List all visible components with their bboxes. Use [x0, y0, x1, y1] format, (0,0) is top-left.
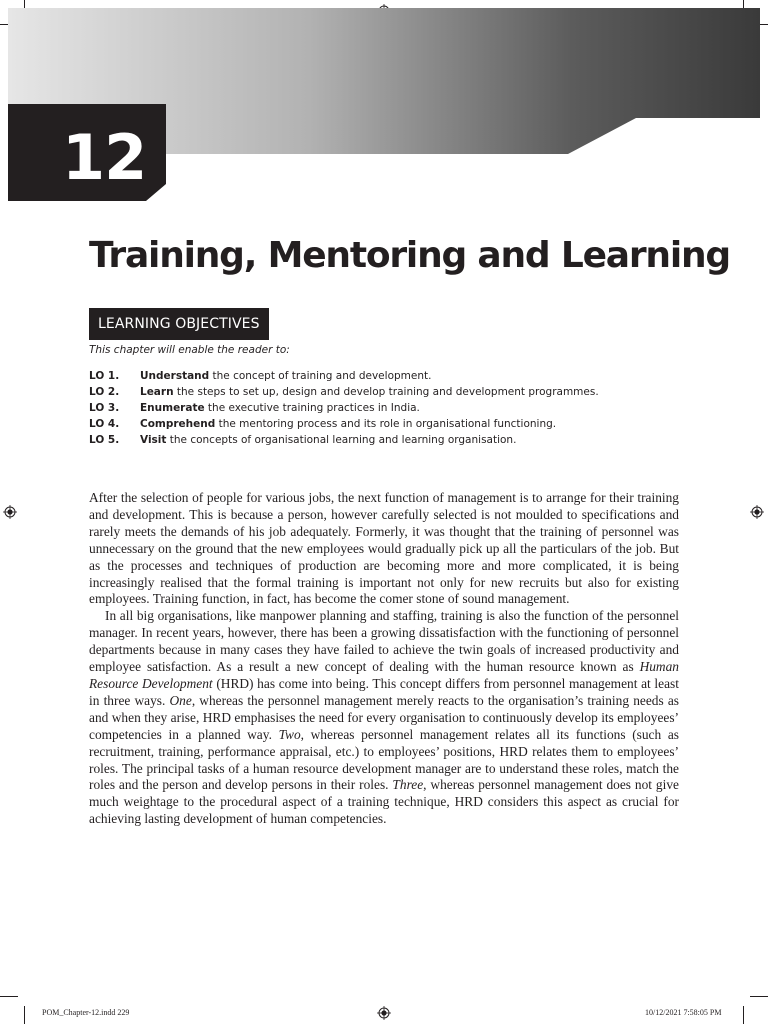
list-item: [89, 368, 599, 384]
crop-mark-icon: [743, 1006, 744, 1024]
lo-text: the executive training practices in India.: [204, 402, 420, 414]
learning-objectives-list: [89, 368, 599, 448]
text-run: (HRD) has come into being. This concept differs from personnel management at least in three ways.: [89, 675, 679, 708]
lo-verb: Understand: [140, 370, 210, 382]
emphasis: Human Resource Development: [89, 659, 679, 691]
emphasis: Two: [278, 726, 301, 742]
lo-verb: Comprehend: [140, 418, 216, 430]
learning-objectives-intro: This chapter will enable the reader to:: [89, 344, 290, 356]
lo-verb: Learn: [140, 386, 174, 398]
lo-number: LO 4.: [89, 418, 120, 430]
list-item: [89, 384, 599, 400]
lo-number: LO 2.: [89, 386, 120, 398]
learning-objectives-heading: LEARNING OBJECTIVES: [89, 308, 269, 340]
list-item: [89, 416, 599, 432]
emphasis: One: [169, 692, 192, 708]
body-text: [89, 490, 679, 828]
lo-verb: Enumerate: [140, 402, 205, 414]
lo-number: LO 5.: [89, 434, 120, 446]
lo-text: the mentoring process and its role in organisational functioning.: [215, 418, 557, 430]
registration-mark-icon: [377, 1006, 391, 1020]
chapter-title: Training, Mentoring and Learning: [89, 235, 730, 276]
registration-mark-icon: [750, 505, 764, 519]
crop-mark-icon: [24, 1006, 25, 1024]
paragraph-1: After the selection of people for various jobs, the next function of management is to arrange for their training and development. This is because a person, however carefully selected is not moulded to specifications and rarely meets the demands of his job adequately. Formerly, it was thought that the training of personnel was unnecessary on the ground that the new employees would gradually pick up all the particulars of the job. But as the processes and techniques of production are becoming more and more complicated, it is being increasingly realised that the formal training is important not only for new recruits but also for existing employees. Training function, in fact, has become the comer stone of sound management.: [89, 490, 679, 607]
registration-mark-icon: [3, 505, 17, 519]
chapter-number: 12: [62, 121, 147, 194]
text-run: , whereas the personnel management merely reacts to the organisation’s training needs as and when they arise, HRD emphasises the need for every organisation to continuously develop its employees’ competencies in a planned way.: [89, 692, 679, 742]
text-run: , whereas personnel management does not give much weightage to the procedural aspect of a training technique, HRD considers this aspect as crucial for achieving lasting development of human competencies.: [89, 777, 679, 827]
lo-number: LO 3.: [89, 402, 120, 414]
crop-mark-icon: [0, 996, 18, 997]
lo-text: the steps to set up, design and develop training and development programmes.: [173, 386, 599, 398]
lo-text: the concept of training and development.: [209, 370, 432, 382]
footer-file-info: POM_Chapter-12.indd 229: [42, 1008, 130, 1017]
lo-text: the concepts of organisational learning and learning organisation.: [166, 434, 517, 446]
list-item: [89, 400, 599, 416]
paragraph-2: [89, 608, 679, 828]
footer-timestamp: 10/12/2021 7:58:05 PM: [645, 1008, 722, 1017]
emphasis: Three: [392, 777, 424, 793]
text-run: In all big organisations, like manpower planning and staffing, training is also the function of the personnel manager. In recent years, however, there has been a growing dissatisfaction with the functioning of personnel departments because in many cases they have failed to achieve the twin goals of increased productivity and employee satisfaction. As a result a new concept of dealing with the human resource known as: [89, 608, 679, 675]
crop-mark-icon: [750, 996, 768, 997]
lo-number: LO 1.: [89, 370, 120, 382]
list-item: [89, 432, 599, 448]
text-run: , whereas personnel management relates all its functions (such as recruitment, training, performance appraisal, etc.) to employees’ positions, HRD relates them to employees’ roles. The principal tasks of a human resource development manager are to understand these roles, match the roles and the person and develop persons in their roles.: [89, 726, 679, 793]
lo-verb: Visit: [140, 434, 167, 446]
